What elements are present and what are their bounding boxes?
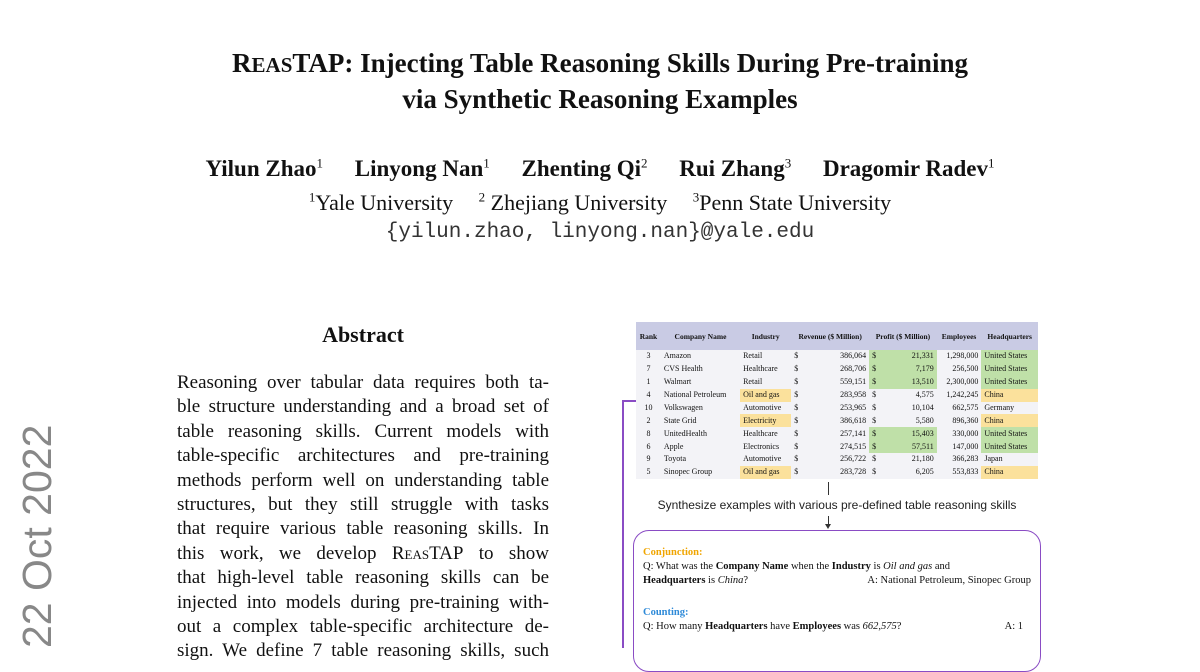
- table-cell-hq: United States: [981, 427, 1038, 440]
- table-cell-revenue: 559,151: [840, 377, 867, 387]
- table-cell-profit: 13,510: [887, 376, 937, 389]
- table-cell-profit: 21,331: [887, 350, 937, 363]
- table-cell-revenue: 257,141: [840, 428, 867, 438]
- table-cell-profit: 5,580: [915, 415, 934, 425]
- table-cell-company: UnitedHealth: [663, 428, 707, 438]
- table-cell-revenue: 283,958: [840, 389, 867, 399]
- table-cell-hq: United States: [981, 376, 1038, 389]
- arxiv-date-stamp: 22 Oct 2022: [14, 424, 60, 648]
- table-cell-company: National Petroleum: [663, 389, 727, 399]
- table-cell-hq: China: [981, 466, 1038, 479]
- figure-example-table: [636, 322, 1038, 479]
- abstract-line: sign. We define 7 table reasoning skills, such: [177, 640, 549, 662]
- table-cell-revenue: 268,706: [840, 364, 867, 374]
- table-cell-pro-cur: $: [872, 467, 877, 477]
- table-row: [636, 376, 1038, 389]
- table-cell-industry: Healthcare: [743, 364, 778, 374]
- abstract-line: out a complex table-specific architecture de-: [177, 615, 549, 637]
- author: Dragomir Radev$^1$: [822, 155, 995, 181]
- table-cell-rev-cur: $: [794, 351, 799, 361]
- table-cell-hq: United States: [981, 350, 1038, 363]
- table-body: [636, 350, 1038, 479]
- answer-text: A: 1: [1004, 621, 1023, 632]
- table-cell-company: Apple: [663, 441, 684, 451]
- table-cell-pro-cur: $: [869, 376, 887, 389]
- table-row: [636, 402, 1038, 415]
- title-line-1: REASTAP: Injecting Table Reasoning Skills During Pre-training: [232, 48, 968, 78]
- table-row: [636, 389, 1038, 402]
- table-cell-rank: 5: [646, 467, 651, 477]
- table-cell-employees: 1,298,000: [946, 351, 979, 361]
- table-cell-profit: 6,205: [915, 467, 934, 477]
- table-header: Industry: [740, 322, 791, 350]
- table-header: Company Name: [661, 322, 740, 350]
- table-cell-revenue: 274,515: [840, 441, 867, 451]
- table-cell-rank: 7: [646, 364, 651, 374]
- table-cell-hq: United States: [981, 363, 1038, 376]
- table-cell-rev-cur: $: [794, 441, 799, 451]
- table-cell-employees: 147,000: [952, 441, 979, 451]
- table-row: [636, 414, 1038, 427]
- figure-flow-text: Synthesize examples with various pre-defined table reasoning skills: [657, 498, 1017, 512]
- question-line: Q: What was the Company Name when the Industry is Oil and gas and: [643, 561, 950, 572]
- table-cell-employees: 366,283: [952, 454, 979, 464]
- table-cell-employees: 1,242,245: [946, 389, 979, 399]
- abstract-line: methods perform well on understanding table: [177, 469, 549, 491]
- table-cell-rev-cur: $: [794, 377, 799, 387]
- table-cell-employees: 256,500: [952, 364, 979, 374]
- table-cell-industry: Automotive: [743, 402, 782, 412]
- abstract-line: table reasoning skills. Current models with: [177, 420, 549, 442]
- table-cell-industry: Retail: [743, 351, 763, 361]
- table-cell-company: Sinopec Group: [663, 467, 713, 477]
- table-cell-pro-cur: $: [872, 415, 877, 425]
- table-cell-company: Toyota: [663, 454, 686, 464]
- table-cell-company: State Grid: [663, 415, 697, 425]
- table-cell-employees: 2,300,000: [946, 377, 979, 387]
- table-cell-rev-cur: $: [794, 428, 799, 438]
- author: Rui Zhang$^3$: [679, 155, 792, 181]
- table-cell-revenue: 283,728: [840, 467, 867, 477]
- table-cell-pro-cur: $: [872, 402, 877, 412]
- bracket-line: [622, 400, 624, 648]
- table-cell-industry: Retail: [743, 377, 763, 387]
- table-cell-rev-cur: $: [794, 389, 799, 399]
- question-answer-line: Headquarters is China? A: National Petroleum, Sinopec Group: [643, 575, 1031, 586]
- table-cell-pro-cur: $: [869, 350, 887, 363]
- table-row: [636, 453, 1038, 466]
- table-cell-revenue: 253,965: [840, 402, 867, 412]
- table-cell-industry: Oil and gas: [740, 389, 791, 402]
- skill-title: Counting:: [643, 607, 689, 618]
- table-cell-rank: 6: [646, 441, 651, 451]
- table-cell-revenue: 386,064: [840, 351, 867, 361]
- table-cell-rank: 1: [646, 377, 651, 387]
- table-cell-employees: 553,833: [952, 467, 979, 477]
- table-cell-rev-cur: $: [794, 364, 799, 374]
- table-cell-industry: Automotive: [743, 454, 782, 464]
- table-cell-rank: 10: [644, 402, 653, 412]
- author: Yilun Zhao$^1$: [205, 155, 324, 181]
- table-cell-industry: Electricity: [740, 414, 791, 427]
- table-cell-revenue: 386,618: [840, 415, 867, 425]
- table-header-row: [636, 322, 1038, 350]
- abstract-line: ble structure understanding and a broad set of: [177, 396, 549, 418]
- table-cell-pro-cur: $: [872, 454, 877, 464]
- table-cell-revenue: 256,722: [840, 454, 867, 464]
- table-cell-hq: United States: [981, 440, 1038, 453]
- table-cell-rank: 2: [646, 415, 651, 425]
- table-cell-hq: Japan: [984, 454, 1003, 464]
- table-cell-industry: Electronics: [743, 441, 780, 451]
- table-cell-employees: 662,575: [952, 402, 979, 412]
- table-row: [636, 427, 1038, 440]
- abstract-line: that high-level table reasoning skills can be: [177, 567, 549, 589]
- abstract-line: table-specific architectures and pre-training: [177, 445, 549, 467]
- table-cell-industry: Oil and gas: [740, 466, 791, 479]
- question-answer-line: Q: How many Headquarters have Employees was 662,575? A: 1: [643, 621, 1023, 632]
- abstract-heading: Abstract: [322, 322, 404, 347]
- table-cell-rev-cur: $: [794, 467, 799, 477]
- author-list: [0, 156, 1200, 182]
- table-cell-rank: 9: [646, 454, 651, 464]
- abstract-line: injected into models during pre-training with-: [177, 591, 549, 613]
- table-cell-profit: 7,179: [887, 363, 937, 376]
- table-cell-hq: China: [981, 389, 1038, 402]
- synthetic-examples-box: [633, 530, 1041, 672]
- table-cell-pro-cur: $: [872, 389, 877, 399]
- table-cell-hq: Germany: [984, 402, 1015, 412]
- connector-line: [828, 482, 829, 495]
- title-line-2: via Synthetic Reasoning Examples: [402, 84, 798, 114]
- table-cell-rank: 3: [646, 351, 651, 361]
- table-header: Employees: [937, 322, 982, 350]
- table-row: [636, 466, 1038, 479]
- table-row: [636, 363, 1038, 376]
- affiliation: $^1$Yale University: [308, 189, 454, 215]
- table-cell-company: Amazon: [663, 351, 691, 361]
- table-cell-profit: 15,403: [887, 427, 937, 440]
- table-row: [636, 440, 1038, 453]
- table-cell-company: Walmart: [663, 377, 692, 387]
- abstract-line: this work, we develop ReasTAP to show: [177, 542, 549, 564]
- answer-text: A: National Petroleum, Sinopec Group: [867, 575, 1031, 586]
- skill-title: Conjunction:: [643, 547, 703, 558]
- table-cell-pro-cur: $: [869, 440, 887, 453]
- table-cell-profit: 4,575: [915, 389, 934, 399]
- table-header: Headquarters: [981, 322, 1038, 350]
- table-cell-pro-cur: $: [869, 427, 887, 440]
- table-cell-rev-cur: $: [794, 402, 799, 412]
- table-cell-rev-cur: $: [794, 454, 799, 464]
- paper-title: [0, 46, 1200, 116]
- abstract-body: [177, 371, 549, 664]
- arrow-down-icon: [825, 524, 831, 529]
- affiliation: $^2$ Zhejiang University: [478, 189, 668, 215]
- author: Zhenting Qi$^2$: [521, 155, 648, 181]
- abstract-line: Reasoning over tabular data requires both ta-: [177, 372, 549, 393]
- abstract-line: structures, but they still struggle with tasks: [177, 493, 549, 515]
- table-cell-employees: 330,000: [952, 428, 979, 438]
- table-cell-industry: Healthcare: [743, 428, 778, 438]
- table-header: Profit ($ Million): [869, 322, 937, 350]
- table-cell-company: CVS Health: [663, 364, 703, 374]
- affiliation-list: [0, 190, 1200, 216]
- affiliation: $^3$Penn State University: [692, 189, 892, 215]
- table-cell-employees: 896,360: [952, 415, 979, 425]
- table-row: [636, 350, 1038, 363]
- table-cell-profit: 10,104: [911, 402, 934, 412]
- table-cell-profit: 57,511: [887, 440, 937, 453]
- table-cell-company: Volkswagen: [663, 402, 703, 412]
- table-cell-rev-cur: $: [794, 415, 799, 425]
- table-cell-rank: 4: [646, 389, 651, 399]
- table-header: Revenue ($ Million): [791, 322, 869, 350]
- contact-email: {yilun.zhao, linyong.nan}@yale.edu: [385, 221, 815, 244]
- table-header: Rank: [636, 322, 661, 350]
- author: Linyong Nan$^1$: [354, 155, 490, 181]
- table-cell-profit: 21,180: [911, 454, 934, 464]
- abstract-line: that require various table reasoning skills. In: [177, 518, 549, 540]
- bracket-line: [622, 400, 636, 402]
- table-cell-rank: 8: [646, 428, 651, 438]
- table-cell-pro-cur: $: [869, 363, 887, 376]
- table-cell-hq: China: [981, 414, 1038, 427]
